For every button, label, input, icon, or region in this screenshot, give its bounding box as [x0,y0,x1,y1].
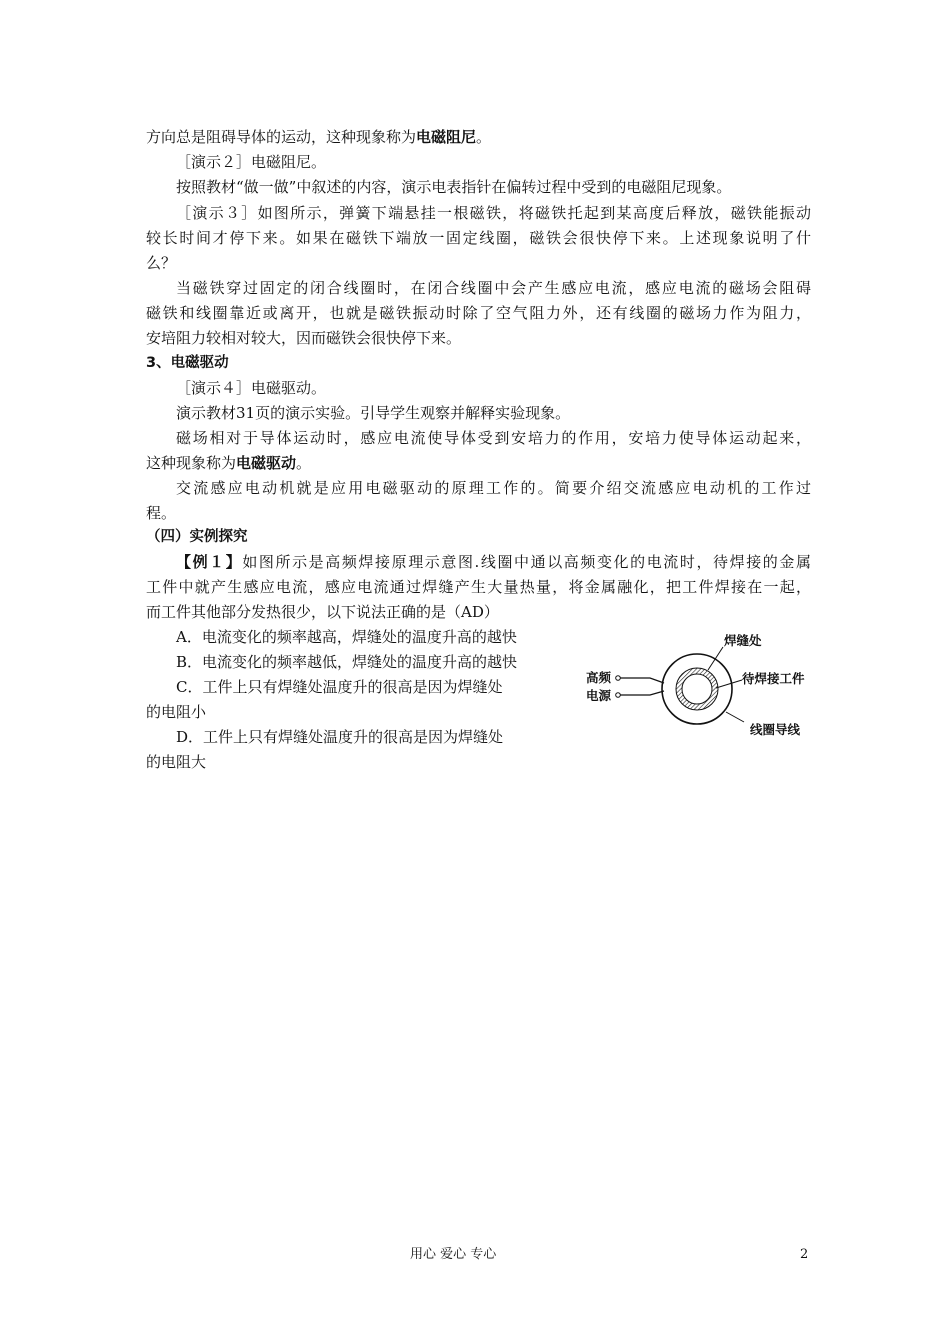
demo2-text: 按照教材“做一做”中叙述的内容，演示电表指针在偏转过程中受到的电磁阻尼现象。 [176,178,732,196]
term-electromagnetic-drive: 电磁驱动 [236,454,297,472]
high-frequency-welding-diagram [580,628,812,748]
power-lead-upper [620,678,664,683]
label-power-1: 高频 [586,670,612,685]
page-number: 2 [800,1247,809,1262]
terminal-upper [616,676,621,681]
paragraph-damping-end [146,126,811,148]
text-run: 方向总是阻碍导体的运动，这种现象称为 [146,128,417,146]
explain-line-1: 当磁铁穿过固定的闭合线圈时，在闭合线圈中会产生感应电流，感应电流的磁场会阻碍 [176,279,811,297]
text-run: 。 [296,454,312,472]
example-label: 【例１】 [176,553,243,571]
option-c-line-2: 的电阻小 [146,703,207,721]
footer-motto: 用心 爱心 专心 [410,1247,497,1262]
workpiece-ring [679,671,715,707]
motor-line-2: 程。 [146,504,177,522]
demo2-title: ［演示２］电磁阻尼。 [176,153,327,171]
term-electromagnetic-damping: 电磁阻尼 [416,128,477,146]
option-c-line-1: C．工件上只有焊缝处温度升的很高是因为焊缝处 [176,678,503,696]
label-workpiece: 待焊接工件 [742,671,805,686]
option-d-line-2: 的电阻大 [146,753,207,771]
demo3-line-1: ［演示３］如图所示，弹簧下端悬挂一根磁铁，将磁铁托起到某高度后释放，磁铁能振动 [176,204,811,222]
label-power-2: 电源 [586,688,612,703]
text-run: 。 [476,128,492,146]
example1-line-3: 而工件其他部分发热很少，以下说法正确的是（AD） [146,603,499,621]
section-heading-4: （四）实例探究 [146,529,248,545]
leader-weld [708,647,723,670]
example1-line-2: 工件中就产生感应电流，感应电流通过焊缝产生大量热量，将金属融化，把工件焊接在一起， [146,578,811,596]
motor-line-1: 交流感应电动机就是应用电磁驱动的原理工作的。简要介绍交流感应电动机的工作过 [176,479,811,497]
coil-outer-circle [662,654,732,724]
text-run: 如图所示是高频焊接原理示意图.线圈中通以高频变化的电流时，待焊接的金属 [242,553,811,571]
drive-line-1: 磁场相对于导体运动时，感应电流使导体受到安培力的作用，安培力使导体运动起来， [176,429,811,447]
text-run: 这种现象称为 [146,454,237,472]
power-lead-lower [620,691,664,695]
section-heading-3: 3、电磁驱动 [146,355,229,371]
option-a: A．电流变化的频率越高，焊缝处的温度升高的越快 [176,628,517,646]
leader-coil [726,712,744,722]
explain-line-3: 安培阻力较相对较大，因而磁铁会很快停下来。 [146,329,462,347]
demo4-text: 演示教材31页的演示实验。引导学生观察并解释实验现象。 [176,404,571,422]
explain-line-2: 磁铁和线圈靠近或离开，也就是磁铁振动时除了空气阻力外，还有线圈的磁场力作为阻力， [146,304,811,322]
terminal-lower [616,693,621,698]
workpiece-inner-edge [682,674,712,704]
label-coil: 线圈导线 [750,722,801,737]
example1-line-1 [176,551,811,573]
option-b: B．电流变化的频率越低，焊缝处的温度升高的越快 [176,653,518,671]
demo3-line-3: 么？ [146,254,177,272]
welding-diagram-svg [580,628,812,748]
demo4-title: ［演示４］电磁驱动。 [176,379,327,397]
demo3-line-2: 较长时间才停下来。如果在磁铁下端放一固定线圈，磁铁会很快停下来。上述现象说明了什 [146,229,811,247]
leader-workpiece [716,680,742,688]
label-weld: 焊缝处 [724,633,762,648]
drive-line-2 [146,452,811,474]
option-d-line-1: D．工件上只有焊缝处温度升的很高是因为焊缝处 [176,728,504,746]
